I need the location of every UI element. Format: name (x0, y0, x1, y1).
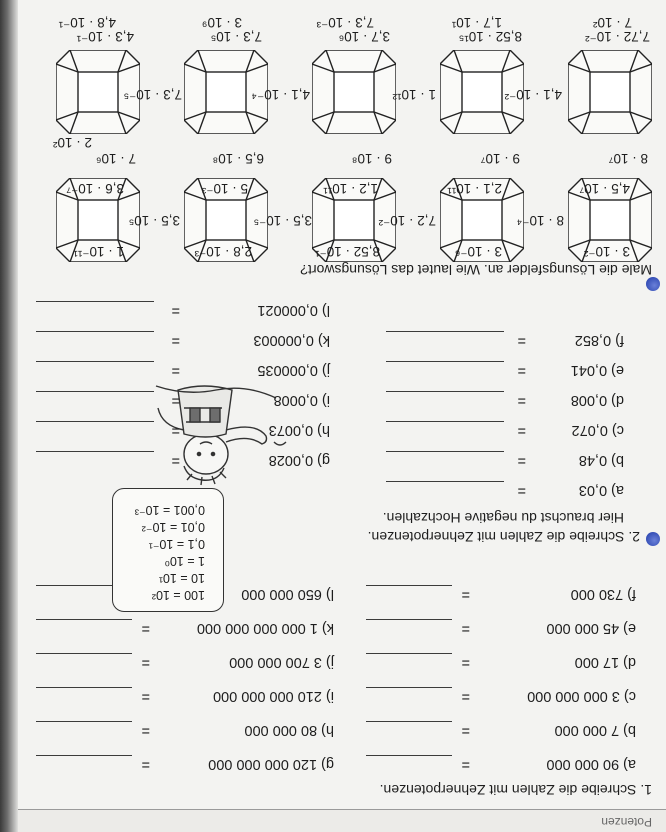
answer-line-1b[interactable] (366, 721, 452, 722)
puzzle-cell[interactable] (312, 50, 396, 134)
connector-value: 7,3 · 10⁵ (210, 29, 262, 44)
connector-value: 6,5 · 10⁸ (212, 151, 264, 166)
answer-line-1f[interactable] (366, 585, 452, 586)
cell-value-top: 2,8 · 10⁻³ (194, 244, 252, 259)
hint-line: 100 = 10² (151, 588, 205, 602)
task2-title: 2. Schreibe die Zahlen mit Zehnerpotenzen. (367, 529, 640, 545)
puzzle-cell[interactable] (568, 178, 652, 262)
equals-sign: = (141, 654, 150, 670)
solution-puzzle-grid (30, 10, 652, 262)
task-bullet-icon (646, 532, 660, 546)
equals-sign: = (517, 332, 526, 348)
connector-value: 8 · 10⁻⁴ (516, 213, 564, 228)
puzzle-cell[interactable] (56, 178, 140, 262)
answer-line-2d[interactable] (386, 391, 504, 392)
task2-subtitle: Hier brauchst du negative Hochzahlen. (382, 510, 624, 526)
connector-value: 7 · 10² (592, 15, 632, 30)
answer-line-2e[interactable] (386, 361, 504, 362)
connector-value: 4,8 · 10⁻¹ (58, 15, 116, 30)
connector-value: 8 · 10⁷ (608, 151, 648, 166)
hint-line: 0,001 = 10⁻³ (134, 503, 205, 517)
connector-value: 7,72 · 10⁻² (585, 29, 650, 44)
equals-sign: = (517, 362, 526, 378)
page-edge (0, 0, 18, 832)
equals-sign: = (461, 620, 470, 636)
connector-value: 7,2 · 10⁻² (378, 213, 436, 228)
cell-value-bottom: 4,5 · 10⁷ (579, 181, 630, 196)
cell-value-top: 1 · 10⁻¹¹ (73, 244, 124, 259)
connector-value: 1 · 10¹² (392, 87, 436, 102)
answer-line-1c[interactable] (366, 687, 452, 688)
cell-value-top: 3 · 10⁻² (583, 244, 630, 259)
connector-value: 4,1 · 10⁻² (504, 87, 562, 102)
answer-line-1j[interactable] (36, 653, 132, 654)
connector-value: 3 · 10⁹ (201, 15, 242, 30)
cell-value-bottom: 1,2 · 10¹¹ (323, 181, 378, 196)
cell-value-top: 3 · 10⁻⁶ (454, 244, 502, 259)
answer-line-1i[interactable] (36, 687, 132, 688)
task2-item-g: g) 0,0028 (268, 452, 330, 468)
task1-title: 1. Schreibe die Zahlen mit Zehnerpotenzen. (379, 782, 652, 798)
answer-line-2f[interactable] (386, 331, 504, 332)
task3-title: Male die Lösungsfelder an. Wie lautet das Lösungswort? (300, 262, 652, 278)
equals-sign: = (517, 422, 526, 438)
equals-sign: = (461, 722, 470, 738)
hint-box (112, 488, 224, 612)
answer-line-2c[interactable] (386, 421, 504, 422)
equals-sign: = (171, 332, 180, 348)
connector-value: 7,3 · 10⁻⁵ (123, 87, 182, 102)
equals-sign: = (171, 392, 180, 408)
connector-value: 3,5 · 10⁵ (128, 213, 180, 228)
cell-value-bottom: 5 · 10⁻³ (201, 181, 248, 196)
answer-line-2l[interactable] (36, 301, 154, 302)
equals-sign: = (171, 302, 180, 318)
puzzle-cell[interactable] (440, 178, 524, 262)
answer-line-2i[interactable] (36, 391, 154, 392)
equals-sign: = (517, 392, 526, 408)
equals-sign: = (141, 756, 150, 772)
answer-line-1d[interactable] (366, 653, 452, 654)
task1-item-e: e) 45 000 000 (546, 620, 636, 636)
task2-item-i: i) 0,0008 (273, 392, 330, 408)
worksheet-page (18, 0, 666, 832)
connector-value: 7 · 10⁶ (95, 151, 136, 166)
task1-item-f: f) 730 000 (570, 586, 636, 602)
answer-line-2k[interactable] (36, 331, 154, 332)
cell-value-top: 8,52 · 10⁻¹ (315, 244, 380, 259)
answer-line-1h[interactable] (36, 721, 132, 722)
equals-sign: = (141, 688, 150, 704)
connector-value: 7,3 · 10⁻³ (316, 15, 374, 30)
hint-line: 0,01 = 10⁻² (141, 520, 205, 534)
answer-line-1a[interactable] (366, 755, 452, 756)
cell-value-bottom: 3,6 · 10⁻⁷ (66, 181, 124, 196)
task2-item-l: l) 0,000021 (257, 302, 330, 318)
task1-item-h: h) 80 000 000 (244, 722, 334, 738)
answer-line-2j[interactable] (36, 361, 154, 362)
equals-sign: = (461, 586, 470, 602)
connector-value: 1,7 · 10¹ (451, 15, 502, 30)
puzzle-cell[interactable] (568, 50, 652, 134)
equals-sign: = (141, 620, 150, 636)
equals-sign: = (517, 452, 526, 468)
task1-item-l: l) 650 000 000 (241, 586, 334, 602)
task1-item-i: i) 210 000 000 000 (213, 688, 334, 704)
connector-value: 8,52 · 10¹⁵ (458, 29, 522, 44)
header-bar (18, 809, 666, 832)
task2-item-j: j) 0,000035 (257, 362, 330, 378)
connector-value: 4,3 · 10⁻¹ (76, 29, 134, 44)
task1-item-d: d) 17 000 (574, 654, 636, 670)
connector-value: 3,7 · 10⁶ (338, 29, 390, 44)
task2-item-h: h) 0,0073 (268, 422, 330, 438)
answer-line-2b[interactable] (386, 451, 504, 452)
task2-item-k: k) 0,000003 (253, 332, 330, 348)
connector-value: 3,5 · 10⁻⁵ (253, 213, 312, 228)
connector-value: 4,1 · 10⁻⁴ (251, 87, 310, 102)
header-label: Potenzen (601, 815, 652, 829)
hint-line: 0,1 = 10⁻¹ (148, 537, 205, 551)
equals-sign: = (171, 362, 180, 378)
connector-value: 2 · 10² (52, 135, 92, 150)
connector-value: 9 · 10⁸ (351, 151, 392, 166)
cell-value-bottom: 2,1 · 10¹¹ (447, 181, 502, 196)
task1-item-b: b) 7 000 000 (554, 722, 636, 738)
hint-line: 1 = 10⁰ (164, 554, 205, 568)
task2-item-d: d) 0,008 (570, 392, 624, 408)
task-bullet-icon (646, 277, 660, 291)
answer-line-2g[interactable] (36, 451, 154, 452)
equals-sign: = (461, 756, 470, 772)
task1-item-k: k) 1 000 000 000 000 (196, 620, 334, 636)
connector-value: 9 · 10⁷ (480, 151, 520, 166)
answer-line-2a[interactable] (386, 481, 504, 482)
task2-item-b: b) 0,48 (578, 452, 624, 468)
equals-sign: = (517, 482, 526, 498)
task2-item-c: c) 0,072 (571, 422, 624, 438)
answer-line-1e[interactable] (366, 619, 452, 620)
task1-item-a: a) 90 000 000 (546, 756, 636, 772)
hint-line: 10 = 10¹ (158, 571, 205, 585)
answer-line-2h[interactable] (36, 421, 154, 422)
equals-sign: = (461, 688, 470, 704)
equals-sign: = (461, 654, 470, 670)
equals-sign: = (171, 452, 180, 468)
answer-line-1k[interactable] (36, 619, 132, 620)
equals-sign: = (171, 422, 180, 438)
task2-item-e: e) 0,041 (570, 362, 624, 378)
answer-line-1g[interactable] (36, 755, 132, 756)
task1-item-c: c) 3 000 000 000 (527, 688, 636, 704)
task2-item-a: a) 0,03 (578, 482, 624, 498)
task2-item-f: f) 0,852 (574, 332, 624, 348)
task1-item-g: g) 120 000 000 000 (208, 756, 334, 772)
task1-item-j: j) 3 700 000 000 (229, 654, 334, 670)
equals-sign: = (141, 722, 150, 738)
